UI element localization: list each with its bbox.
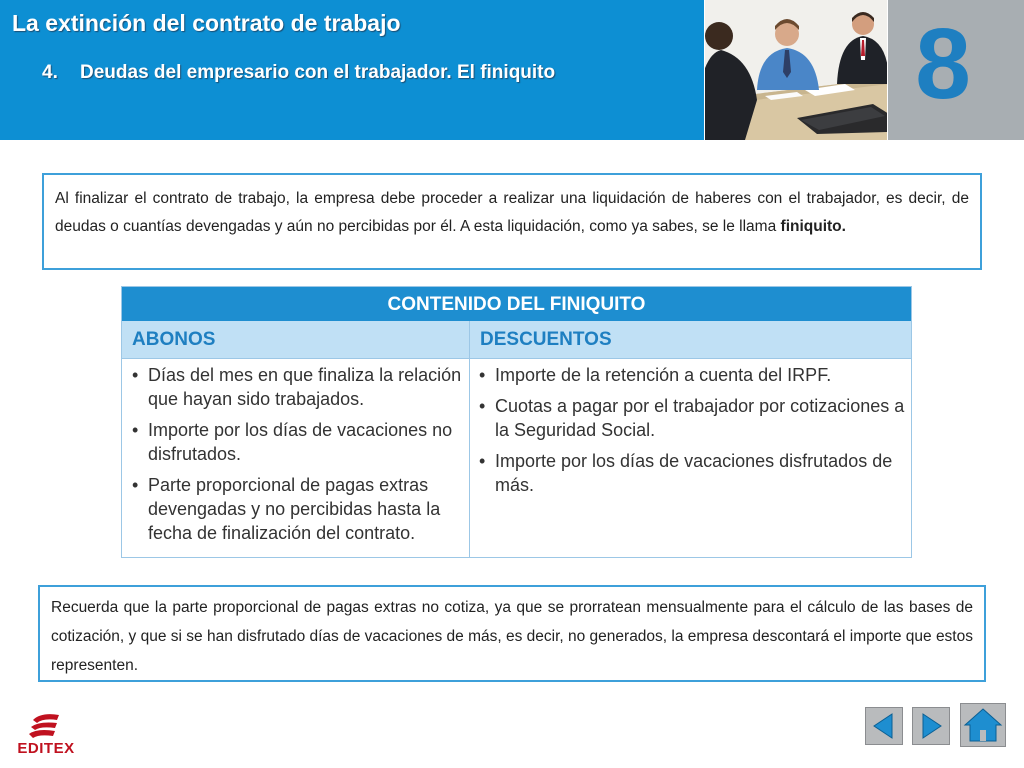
- section-heading: [42, 62, 555, 84]
- home-button[interactable]: [960, 703, 1006, 747]
- list-item: • Importe por los días de vacaciones disfrutados de más.: [477, 449, 905, 497]
- intro-text-box: [42, 173, 982, 270]
- arrow-left-icon: [866, 708, 902, 744]
- list-item: • Cuotas a pagar por el trabajador por cotizaciones a la Seguridad Social.: [477, 394, 905, 442]
- section-number: 4.: [42, 62, 58, 83]
- note-text-box: [38, 585, 986, 682]
- home-icon: [961, 704, 1005, 746]
- column-header-abonos: ABONOS: [122, 321, 469, 358]
- intro-text: Al finalizar el contrato de trabajo, la empresa debe proceder a realizar una liquidación de haberes con el trabajador, es decir, de deudas o cuantías devengadas y aún no percibidas por él. A esta liquidación, como ya sabes, se le llama: [55, 190, 969, 235]
- editex-logo: [10, 712, 82, 760]
- column-divider: [469, 321, 470, 557]
- header-bar: [0, 0, 1024, 140]
- list-item: • Importe de la retención a cuenta del IRPF.: [477, 363, 905, 387]
- meeting-photo: [704, 0, 888, 140]
- descuentos-list: [477, 363, 905, 504]
- list-item: • Días del mes en que finaliza la relación que hayan sido trabajados.: [130, 363, 465, 411]
- column-header-descuentos: DESCUENTOS: [470, 321, 911, 358]
- page-title: La extinción del contrato de trabajo: [12, 10, 401, 36]
- arrow-right-icon: [913, 708, 949, 744]
- table-title: CONTENIDO DEL FINIQUITO: [122, 287, 911, 321]
- abonos-list: [130, 363, 465, 552]
- list-item: • Importe por los días de vacaciones no disfrutados.: [130, 418, 465, 466]
- intro-bold-term: finiquito.: [780, 218, 846, 235]
- section-title: Deudas del empresario con el trabajador. El finiquito: [80, 62, 556, 83]
- chapter-panel: [888, 0, 1024, 140]
- editex-logo-text: EDITEX: [17, 740, 75, 757]
- list-item: • Parte proporcional de pagas extras devengadas y no percibidas hasta la fecha de finalización del contrato.: [130, 473, 465, 545]
- editex-logo-icon: [27, 712, 65, 740]
- next-slide-button[interactable]: [912, 707, 950, 745]
- header-divider: [122, 358, 911, 359]
- previous-slide-button[interactable]: [865, 707, 903, 745]
- note-text: Recuerda que la parte proporcional de pagas extras no cotiza, ya que se prorratean mensualmente para el cálculo de las bases de cotización, y que si se han disfrutado días de vacaciones de más, es decir, no generados, la empresa descontará el importe que estos representen.: [51, 599, 973, 674]
- finiquito-content-table: [121, 286, 912, 558]
- chapter-number: 8: [915, 8, 971, 120]
